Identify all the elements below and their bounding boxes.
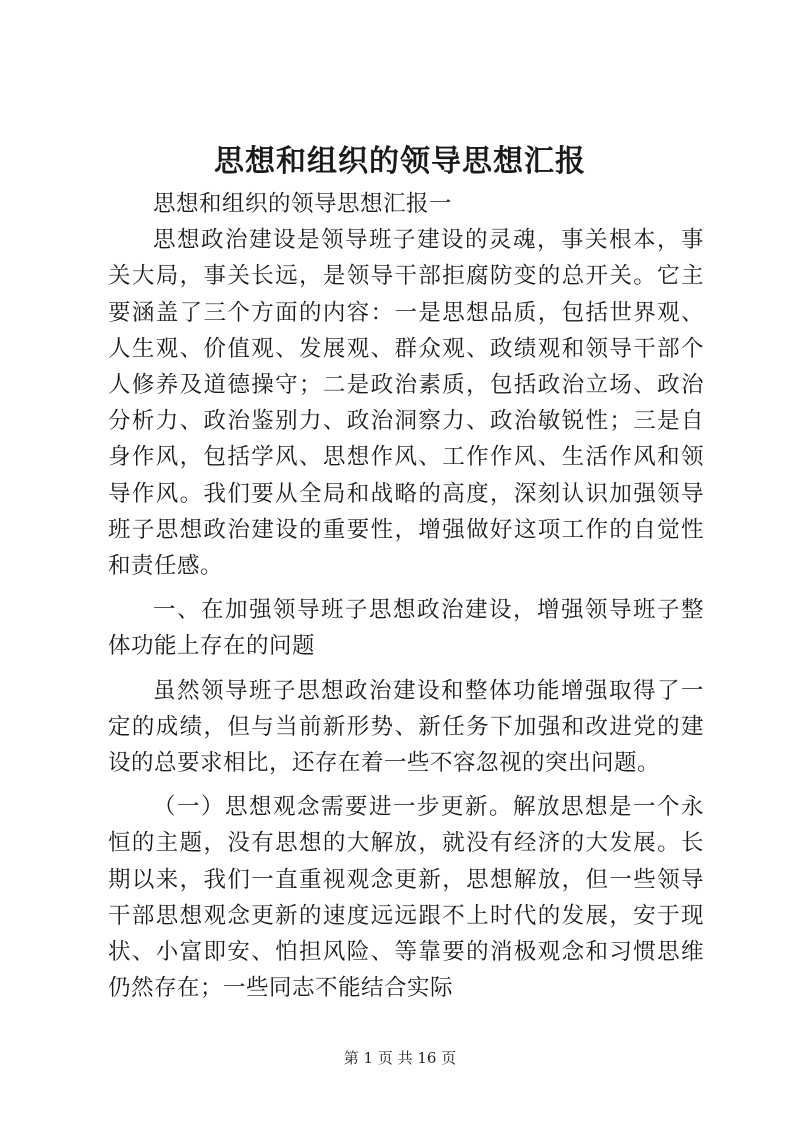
document-body — [108, 186, 704, 1006]
paragraph-section-heading: 一、在加强领导班子思想政治建设，增强领导班子整体功能上存在的问题 — [108, 597, 704, 660]
paragraph-subtitle: 思想和组织的领导思想汇报一 — [153, 191, 453, 217]
page-footer: 第 1 页 共 16 页 — [343, 1049, 457, 1067]
paragraph-intro: 思想政治建设是领导班子建设的灵魂，事关根本，事关大局，事关长远，是领导干部拒腐防变的总开关。它主要涵盖了三个方面的内容：一是思想品质，包括世界观、人生观、价值观、发展观、群众观、政绩观和领导干部个人修养及道德操守；二是政治素质，包括政治立场、政治分析力、政治鉴别力、政治洞察力、政治敏锐性；三是自身作风，包括学风、思想作风、工作作风、生活作风和领导作风。我们要从全局和战略的高度，深刻认识加强领导班子思想政治建设的重要性，增强做好这项工作的自觉性和责任感。 — [108, 227, 704, 580]
paragraph-problems: 虽然领导班子思想政治建设和整体功能增强取得了一定的成绩，但与当前新形势、新任务下加强和改进党的建设的总要求相比，还存在着一些不容忽视的突出问题。 — [108, 677, 704, 777]
paragraph-point-one: （一）思想观念需要进一步更新。解放思想是一个永恒的主题，没有思想的大解放，就没有经济的大发展。长期以来，我们一直重视观念更新，思想解放，但一些领导干部思想观念更新的速度远远跟不上时代的发展，安于现状、小富即安、怕担风险、等靠要的消极观念和习惯思维仍然存在；一些同志不能结合实际 — [108, 794, 704, 1002]
document-title: 思想和组织的领导思想汇报 — [214, 144, 586, 179]
